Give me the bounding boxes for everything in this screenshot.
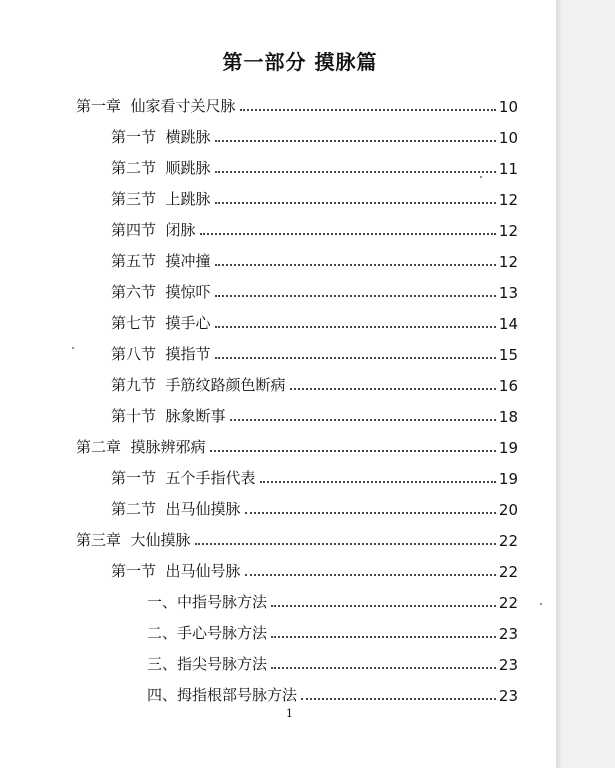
toc-entry-section[interactable] (111, 557, 518, 581)
toc-entry-label: 第八节 摸指节 (111, 345, 211, 363)
toc-entry-label: 第三章 大仙摸脉 (76, 531, 191, 549)
toc-entry-page: 22 (498, 532, 518, 550)
toc-entry-subsection[interactable] (147, 650, 518, 674)
toc-entry-page: 11 (498, 160, 518, 178)
scan-speck (540, 603, 542, 605)
toc-entry-subsection[interactable] (147, 681, 518, 705)
toc-entry-page: 23 (498, 687, 518, 705)
toc-entry-page: 22 (498, 594, 518, 612)
toc-entry-label: 第五节 摸冲撞 (111, 252, 211, 270)
part-title: 第一部分 摸脉篇 (222, 50, 378, 74)
leader-dots (301, 698, 496, 700)
toc-entry-page: 10 (498, 129, 518, 147)
toc-entry-page: 23 (498, 625, 518, 643)
toc-entry-label: 三、指尖号脉方法 (147, 655, 268, 673)
scan-speck (480, 176, 482, 178)
toc-entry-label: 第六节 摸惊吓 (111, 283, 211, 301)
toc-entry-section[interactable] (111, 495, 518, 519)
toc-entry-section[interactable] (111, 464, 518, 488)
toc-entry-label: 第七节 摸手心 (111, 314, 211, 332)
toc-entry-label: 第三节 上跳脉 (111, 190, 211, 208)
toc-entry-page: 22 (498, 563, 518, 581)
toc-entry-label: 第二节 顺跳脉 (111, 159, 211, 177)
toc-entry-subsection[interactable] (147, 619, 518, 643)
toc-entry-page: 12 (498, 222, 518, 240)
toc-entry-label: 第一节 横跳脉 (111, 128, 211, 146)
toc-entry-page: 19 (498, 439, 518, 457)
leader-dots (245, 574, 496, 576)
toc-entry-label: 二、手心号脉方法 (147, 624, 268, 642)
toc-entry-page: 12 (498, 191, 518, 209)
toc-entry-page: 23 (498, 656, 518, 674)
leader-dots (271, 605, 496, 607)
leader-dots (215, 171, 496, 173)
toc-entry-page: 16 (498, 377, 518, 395)
toc-entry-chapter-1[interactable] (76, 92, 518, 116)
leader-dots (271, 636, 496, 638)
leader-dots (260, 481, 496, 483)
toc-entry-page: 14 (498, 315, 518, 333)
toc-entry-section[interactable] (111, 371, 518, 395)
leader-dots (215, 202, 496, 204)
toc-entry-section[interactable] (111, 402, 518, 426)
toc-entry-section[interactable] (111, 309, 518, 333)
leader-dots (215, 140, 496, 142)
toc-entry-section[interactable] (111, 185, 518, 209)
toc-entry-page: 12 (498, 253, 518, 271)
toc-entry-label: 第二节 出马仙摸脉 (111, 500, 241, 518)
toc-entry-page: 20 (498, 501, 518, 519)
toc-entry-section[interactable] (111, 154, 518, 178)
toc-entry-label: 第一节 五个手指代表 (111, 469, 256, 487)
toc-entry-page: 15 (498, 346, 518, 364)
page-edge-shadow (556, 0, 562, 768)
toc-entry-chapter-2[interactable] (76, 433, 518, 457)
toc-entry-label: 四、拇指根部号脉方法 (147, 686, 298, 704)
scan-speck (72, 347, 74, 349)
leader-dots (215, 357, 496, 359)
toc-entry-section[interactable] (111, 123, 518, 147)
page-number: 1 (286, 707, 293, 720)
toc-entry-label: 第一章 仙家看寸关尺脉 (76, 97, 236, 115)
toc-entry-page: 13 (498, 284, 518, 302)
toc-entry-section[interactable] (111, 216, 518, 240)
leader-dots (271, 667, 496, 669)
toc-entry-page: 19 (498, 470, 518, 488)
leader-dots (215, 264, 496, 266)
leader-dots (200, 233, 496, 235)
leader-dots (245, 512, 496, 514)
leader-dots (215, 326, 496, 328)
leader-dots (240, 109, 496, 111)
toc-entry-subsection[interactable] (147, 588, 518, 612)
leader-dots (210, 450, 496, 452)
leader-dots (290, 388, 496, 390)
toc-entry-page: 18 (498, 408, 518, 426)
toc-entry-section[interactable] (111, 278, 518, 302)
toc-entry-label: 第九节 手筋纹路颜色断病 (111, 376, 286, 394)
toc-entry-chapter-3[interactable] (76, 526, 518, 550)
leader-dots (215, 295, 496, 297)
toc-entry-label: 第四节 闭脉 (111, 221, 196, 239)
toc-entry-page: 10 (498, 98, 518, 116)
leader-dots (230, 419, 496, 421)
toc-entry-section[interactable] (111, 340, 518, 364)
leader-dots (195, 543, 496, 545)
toc-entry-label: 一、中指号脉方法 (147, 593, 268, 611)
toc-entry-label: 第十节 脉象断事 (111, 407, 226, 425)
toc-entry-label: 第二章 摸脉辨邪病 (76, 438, 206, 456)
toc-entry-label: 第一节 出马仙号脉 (111, 562, 241, 580)
toc-entry-section[interactable] (111, 247, 518, 271)
